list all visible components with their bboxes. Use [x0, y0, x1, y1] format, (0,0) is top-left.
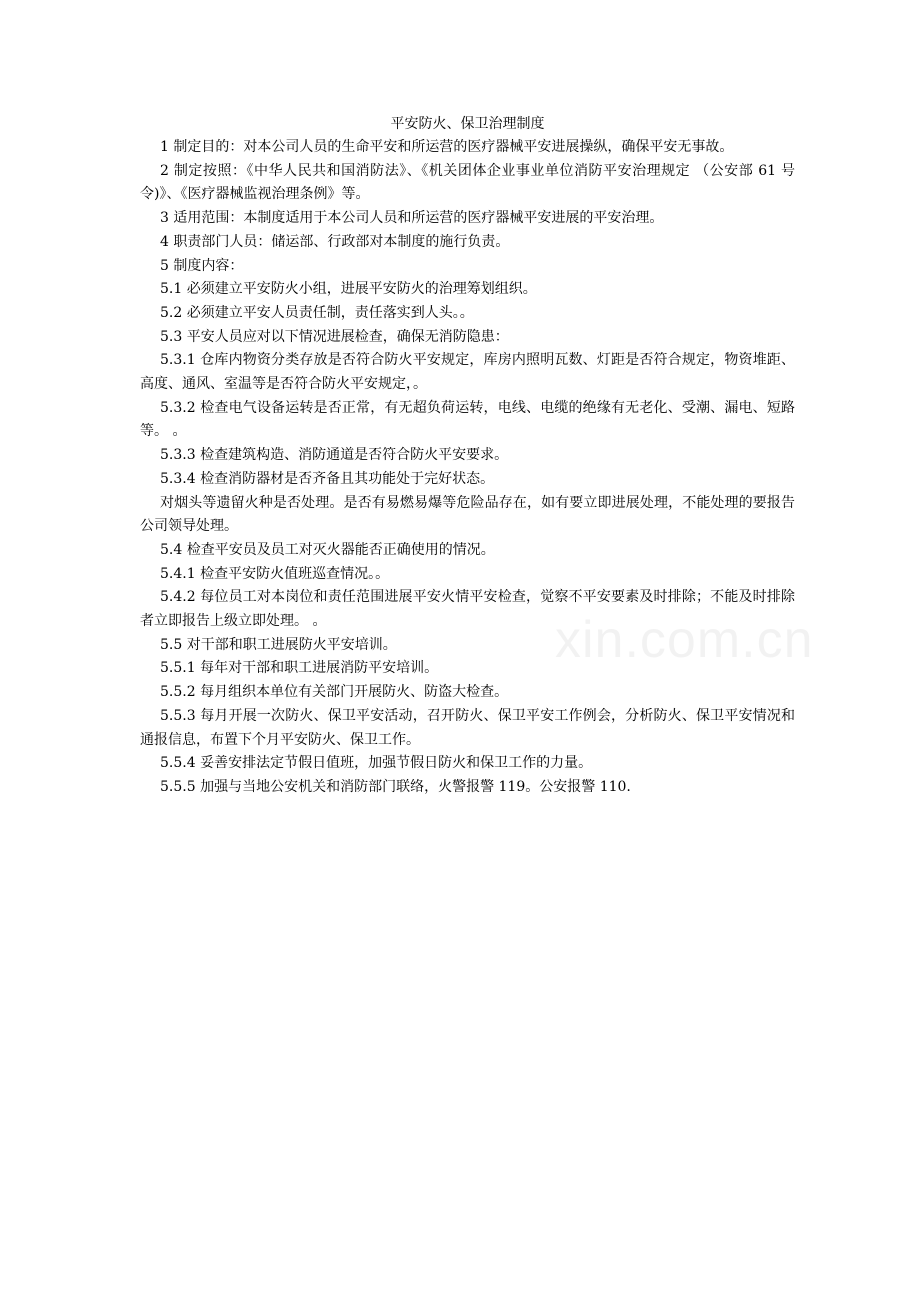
paragraph-5-4-2: 5.4.2 每位员工对本岗位和责任范围进展平安火情平安检查，觉察不平安要素及时排除；不能及时排除者立即报告上级立即处理。 。 [140, 589, 795, 630]
paragraph-5-3-4: 5.3.4 检查消防器材是否齐备且其功能处于完好状态。 [160, 470, 495, 487]
paragraph-cigarette: 对烟头等遗留火种是否处理。是否有易燃易爆等危险品存在，如有要立即进展处理，不能处理的要报告公司领导处理。 [140, 494, 795, 535]
paragraph-5: 5 制度内容： [160, 257, 244, 274]
paragraph-5-5-2: 5.5.2 每月组织本单位有关部门开展防火、防盗大检查。 [160, 684, 509, 701]
paragraph-5-3-1: 5.3.1 仓库内物资分类存放是否符合防火平安规定，库房内照明瓦数、灯距是否符合规定，物资堆距、高度、通风、室温等是否符合防火平安规定，。 [140, 352, 795, 393]
watermark: xin.com.cn [555, 611, 814, 669]
paragraph-5-5-1: 5.5.1 每年对干部和职工进展消防平安培训。 [160, 660, 439, 677]
paragraph-5-3: 5.3 平安人员应对以下情况进展检查，确保无消防隐患： [160, 328, 509, 345]
paragraph-5-4-1: 5.4.1 检查平安防火值班巡查情况。。 [160, 565, 390, 582]
paragraph-5-3-3: 5.3.3 检查建筑构造、消防通道是否符合防火平安要求。 [160, 447, 509, 464]
paragraph-5-1: 5.1 必须建立平安防火小组，进展平安防火的治理筹划组织。 [160, 281, 537, 298]
paragraph-1: 1 制定目的：对本公司人员的生命平安和所运营的医疗器械平安进展操纵，确保平安无事故。 [160, 139, 734, 155]
paragraph-5-4: 5.4 检查平安员及员工对灭火器能否正确使用的情况。 [160, 541, 495, 558]
paragraph-3: 3 适用范围：本制度适用于本公司人员和所运营的医疗器械平安进展的平安治理。 [160, 210, 664, 227]
document-title: 平安防火、保卫治理制度 [390, 116, 545, 132]
paragraph-4: 4 职责部门人员：储运部、行政部对本制度的施行负责。 [160, 233, 510, 250]
paragraph-5-5-3: 5.5.3 每月开展一次防火、保卫平安活动，召开防火、保卫平安工作例会，分析防火、保卫平安情况和通报信息，布置下个月平安防火、保卫工作。 [140, 707, 795, 748]
paragraph-5-2: 5.2 必须建立平安人员责任制，责任落实到人头。。 [160, 304, 474, 321]
paragraph-5-5-5: 5.5.5 加强与当地公安机关和消防部门联络，火警报警 119。公安报警 110. [160, 778, 631, 795]
document-page [140, 112, 795, 800]
paragraph-5-3-2: 5.3.2 检查电气设备运转是否正常，有无超负荷运转，电线、电缆的绝缘有无老化、受潮、漏电、短路等。 。 [140, 399, 795, 440]
paragraph-5-5-4: 5.5.4 妥善安排法定节假日值班，加强节假日防火和保卫工作的力量。 [160, 755, 593, 772]
paragraph-5-5: 5.5 对干部和职工进展防火平安培训。 [160, 636, 397, 653]
paragraph-2: 2 制定按照：《中华人民共和国消防法》、《机关团体企业事业单位消防平安治理规定 （公安部 61 号令)》、《医疗器械监视治理条例》等。 [140, 162, 795, 203]
